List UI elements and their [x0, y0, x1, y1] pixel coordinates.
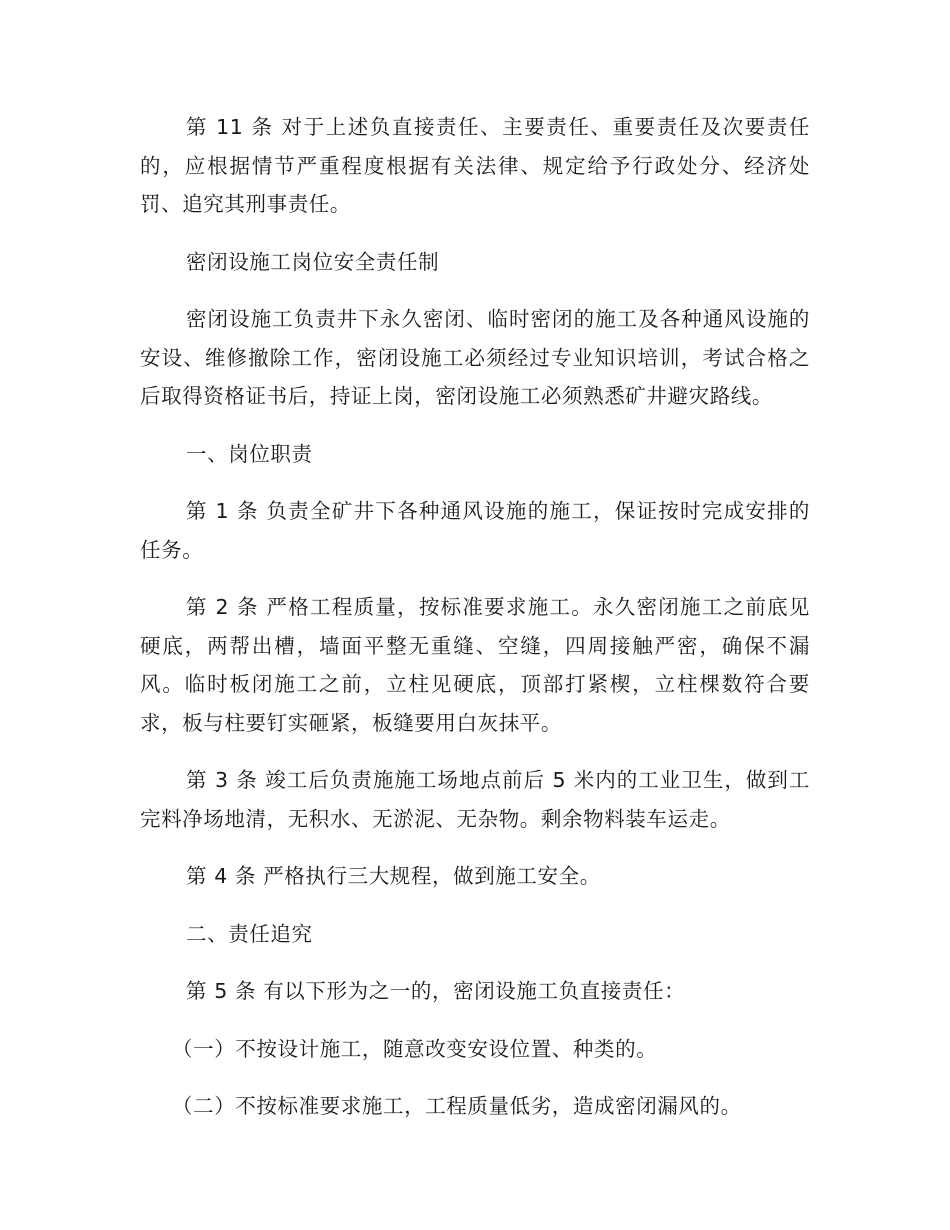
article-3-paragraph: 第 3 条 竣工后负责施施工场地点前后 5 米内的工业卫生，做到工完料净场地清，无积水、无淤泥、无杂物。剩余物料装车运走。 [140, 768, 810, 831]
list-item: （一）不按设计施工，随意改变安设位置、种类的。 [172, 1036, 658, 1061]
list-item: （二）不按标准要求施工，工程质量低劣，造成密闭漏风的。 [172, 1094, 742, 1118]
article-1-paragraph: 第 1 条 负责全矿井下各种通风设施的施工，保证按时完成安排的任务。 [140, 499, 810, 562]
article-11-paragraph: 第 11 条 对于上述负直接责任、主要责任、重要责任及次要责任的，应根据情节严重程度根据有关法律、规定给予行政处分、经济处罚、追究其刑事责任。 [140, 115, 810, 216]
heading-accountability: 二、责任追究 [186, 921, 313, 946]
article-5-paragraph: 第 5 条 有以下形为之一的，密闭设施工负直接责任： [186, 979, 686, 1003]
document-body [140, 108, 810, 1145]
article-2-paragraph: 第 2 条 严格工程质量，按标准要求施工。永久密闭施工之前底见硬底，两帮出槽，墙面平整无重缝、空缝，四周接触严密，确保不漏风。临时板闭施工之前，立柱见硬底，顶部打紧楔，立柱棵数符合要求，板与柱要钉实砸紧，板缝要用白灰抹平。 [140, 595, 810, 735]
intro-paragraph: 密闭设施工负责井下永久密闭、临时密闭的施工及各种通风设施的安设、维修撤除工作，密闭设施工必须经过专业知识培训，考试合格之后取得资格证书后，持证上岗，密闭设施工必须熟悉矿井避灾路线。 [140, 307, 810, 408]
article-4-paragraph: 第 4 条 严格执行三大规程，做到施工安全。 [186, 864, 601, 888]
section-title: 密闭设施工岗位安全责任制 [186, 249, 440, 274]
heading-duties: 一、岗位职责 [186, 441, 313, 466]
